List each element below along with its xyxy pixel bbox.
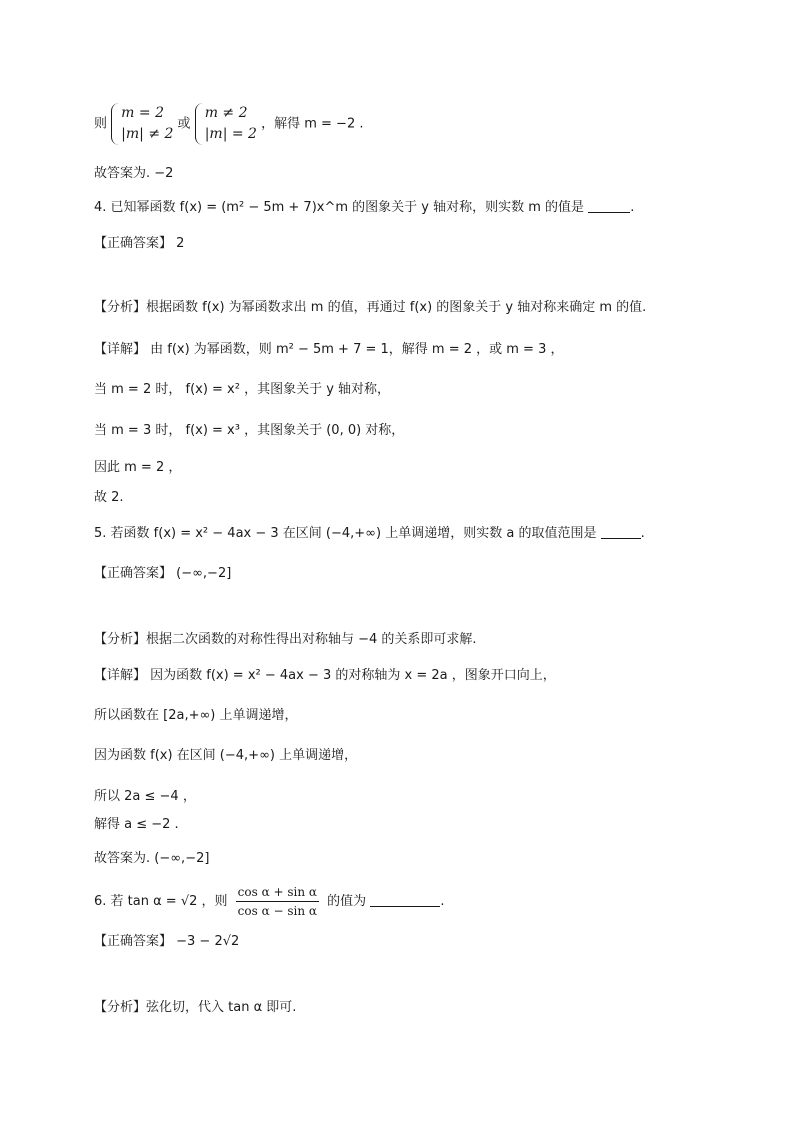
or-text: 或 [177, 116, 191, 132]
equation-system-1 [111, 103, 173, 145]
fraction [236, 884, 319, 919]
answer-blank [601, 538, 641, 539]
fraction-numerator: cos α + sin α [236, 884, 319, 902]
prefix-text: 则 [94, 116, 108, 132]
analysis-6: 【分析】弦化切，代入 tan α 即可. [94, 1000, 297, 1015]
period: . [440, 894, 445, 909]
question-4 [94, 198, 634, 218]
question-5 [94, 524, 645, 544]
answer-summary: 故答案为. −2 [94, 166, 174, 181]
answer-blank [588, 212, 630, 213]
fraction-denominator: cos α − sin α [237, 904, 318, 918]
answer-blank [370, 906, 440, 907]
final-4: 故 2. [94, 490, 124, 505]
correct-answer-4: 【正确答案】 2 [94, 236, 185, 251]
solution-line-1 [94, 103, 363, 145]
period: . [640, 526, 645, 541]
analysis-5: 【分析】根据二次函数的对称性得出对称轴与 −4 的关系即可求解. [94, 632, 477, 647]
left-brace-icon [195, 103, 204, 145]
step-3: 所以 2a ≤ −4 ， [94, 789, 196, 804]
detail-4: 【详解】 由 f(x) 为幂函数，则 m² − 5m + 7 = 1，解得 m = 2 ，或 m = 3 ， [94, 342, 564, 357]
question-4-text: 4. 已知幂函数 f(x) = (m² − 5m + 7)x^m 的图象关于 y 轴对称，则实数 m 的值是 [94, 200, 585, 215]
left-brace-icon [111, 103, 120, 145]
equation-system-2 [195, 103, 257, 145]
system-row: m ≠ 2 [204, 105, 248, 121]
detail-5: 【详解】 因为函数 f(x) = x² − 4ax − 3 的对称轴为 x = 2a ，图象开口向上， [94, 668, 556, 683]
step-1: 所以函数在 [2a,+∞) 上单调递增， [94, 708, 298, 723]
result-text: ，解得 m = −2 . [261, 116, 364, 132]
case-m3: 当 m = 3 时， f(x) = x³ ，其图象关于 (0, 0) 对称， [94, 423, 405, 438]
system-row: m = 2 [121, 105, 164, 121]
correct-answer-6: 【正确答案】 −3 − 2√2 [94, 934, 240, 949]
question-6 [94, 884, 444, 919]
correct-answer-5: 【正确答案】 (−∞,−2] [94, 566, 232, 581]
system-row: |m| = 2 [204, 126, 257, 142]
step-2: 因为函数 f(x) 在区间 (−4,+∞) 上单调递增， [94, 748, 358, 763]
question-6-suffix: 的值为 [327, 894, 367, 909]
step-4: 解得 a ≤ −2 . [94, 817, 179, 832]
conclusion-m: 因此 m = 2 ， [94, 460, 182, 475]
analysis-4: 【分析】根据函数 f(x) 为幂函数求出 m 的值，再通过 f(x) 的图象关于 y 轴对称来确定 m 的值. [94, 300, 647, 315]
period: . [630, 200, 635, 215]
case-m2: 当 m = 2 时， f(x) = x² ，其图象关于 y 轴对称， [94, 382, 391, 397]
system-row: |m| ≠ 2 [121, 126, 174, 142]
question-5-text: 5. 若函数 f(x) = x² − 4ax − 3 在区间 (−4,+∞) 上单调递增，则实数 a 的取值范围是 [94, 526, 597, 541]
question-6-prefix: 6. 若 tan α = √2 ，则 [94, 894, 228, 909]
answer-summary-5: 故答案为. (−∞,−2] [94, 851, 210, 866]
